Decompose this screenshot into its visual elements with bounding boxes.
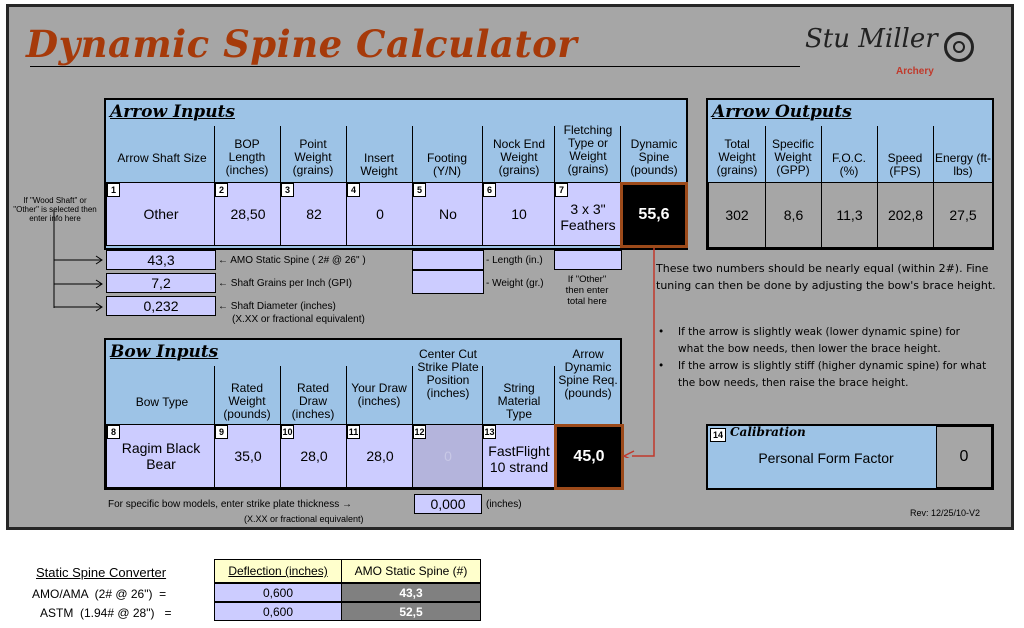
fletching-total-input[interactable] (554, 250, 622, 270)
required-spine-output: 45,0 (554, 424, 624, 490)
stiff-arrow-tip: • If the arrow is slightly stiff (higher dynamic spine) for what the bow needs, then raise the brace height. (658, 360, 987, 389)
logo-text: Stu Miller (805, 24, 938, 54)
footing-weight-input[interactable] (412, 270, 484, 294)
personal-form-factor-label: Personal Form Factor (758, 450, 894, 466)
converter-amo-deflection-input[interactable]: 0,600 (214, 583, 342, 602)
header-rated-weight: Rated Weight (pounds) (223, 381, 271, 421)
revision-label: Rev: 12/25/10-V2 (910, 508, 981, 518)
shaft-gpi-label: ← Shaft Grains per Inch (GPI) (218, 278, 352, 289)
your-draw-input[interactable]: 11 28,0 (346, 424, 414, 488)
calibration-title: Calibration (730, 425, 806, 439)
fletching-other-note: If "Other" then enter total here (565, 274, 609, 307)
strike-plate-thickness-input[interactable]: 0,000 (414, 494, 482, 514)
header-bop-length: BOP Length (inches) (225, 137, 269, 177)
energy-output: 27,5 (933, 182, 993, 248)
title-underline (30, 66, 800, 67)
header-your-draw: Your Draw (inches) (351, 381, 407, 408)
amo-static-spine-input[interactable]: 43,3 (106, 250, 216, 270)
strike-plate-output: 12 0 (412, 424, 484, 488)
foc-output: 11,3 (821, 182, 878, 248)
calibration-number: 14 (710, 428, 726, 442)
header-foc: F.O.C. (%) (831, 151, 866, 178)
logo-subtitle: Archery (896, 66, 934, 77)
total-weight-output: 302 (708, 182, 766, 248)
converter-amo-spine-output: 43,3 (341, 583, 481, 602)
footing-input[interactable]: 5 No (412, 182, 484, 246)
nock-end-weight-input[interactable]: 6 10 (482, 182, 556, 246)
converter-col-deflection: Deflection (inches) (214, 559, 342, 583)
footing-length-input[interactable] (412, 250, 484, 270)
header-string-material: String Material Type (497, 381, 541, 421)
header-required-spine: Arrow Dynamic Spine Req. (pounds) (558, 347, 618, 400)
shaft-diameter-input[interactable]: 0,232 (106, 296, 216, 316)
insert-weight-input[interactable]: 4 0 (346, 182, 414, 246)
header-total-weight: Total Weight (grains) (716, 137, 758, 177)
strike-plate-note: For specific bow models, enter strike plate thickness → (108, 499, 352, 510)
speed-output: 202,8 (877, 182, 934, 248)
string-material-input[interactable]: 13 FastFlight 10 strand (482, 424, 556, 488)
specific-weight-output: 8,6 (765, 182, 822, 248)
converter-row-amo-label: AMO/AMA (2# @ 26") = (32, 587, 167, 601)
header-strike-plate: Center Cut Strike Plate Position (inches) (417, 347, 479, 400)
bow-inputs-title: Bow Inputs (110, 342, 219, 362)
header-specific-weight: Specific Weight (GPP) (771, 137, 815, 177)
page-title: Dynamic Spine Calculator (26, 22, 578, 66)
fletching-input[interactable]: 7 3 x 3" Feathers (554, 182, 622, 246)
converter-astm-deflection-input[interactable]: 0,600 (214, 602, 342, 621)
converter-col-spine: AMO Static Spine (#) (341, 559, 481, 583)
rated-draw-input[interactable]: 10 28,0 (280, 424, 348, 488)
weak-arrow-tip: • If the arrow is slightly weak (lower dynamic spine) for what the bow needs, then lower the brace height. (658, 326, 960, 355)
shaft-gpi-input[interactable]: 7,2 (106, 273, 216, 293)
header-speed: Speed (FPS) (887, 151, 923, 178)
header-rated-draw: Rated Draw (inches) (291, 381, 335, 421)
header-nock-end-weight: Nock End Weight (grains) (492, 137, 546, 177)
amo-static-spine-label: ← AMO Static Spine ( 2# @ 26" ) (218, 255, 366, 266)
bow-type-input[interactable]: 8 Ragim Black Bear (106, 424, 216, 488)
arrow-shaft-size-input[interactable]: 1 Other (106, 182, 216, 246)
wood-shaft-note: If "Wood Shaft" or "Other" is selected then enter info here (13, 196, 97, 223)
header-footing: Footing (Y/N) (426, 151, 468, 178)
bop-length-input[interactable]: 2 28,50 (214, 182, 282, 246)
converter-astm-spine-output: 52,5 (341, 602, 481, 621)
header-arrow-shaft-size: Arrow Shaft Size (117, 151, 207, 165)
rated-weight-input[interactable]: 9 35,0 (214, 424, 282, 488)
shaft-diameter-label: ← Shaft Diameter (inches) (218, 301, 336, 312)
arrow-outputs-title: Arrow Outputs (712, 102, 852, 122)
left-connector-arrows (52, 208, 106, 312)
converter-row-astm-label: ASTM (1.94# @ 28") = (40, 606, 172, 620)
spine-link-arrow (620, 246, 660, 458)
point-weight-input[interactable]: 3 82 (280, 182, 348, 246)
dynamic-spine-output: 55,6 (620, 182, 688, 248)
header-bow-type: Bow Type (135, 395, 189, 409)
header-energy: Energy (ft-lbs) (934, 151, 991, 178)
header-dynamic-spine: Dynamic Spine (pounds) (630, 137, 678, 177)
footing-length-label: - Length (in.) (486, 255, 543, 266)
target-logo-icon (944, 32, 974, 62)
header-fletching: Fletching Type or Weight (grains) (563, 123, 613, 176)
strike-plate-format-note: (X.XX or fractional equivalent) (244, 514, 364, 524)
header-insert-weight: Insert Weight (360, 151, 398, 178)
converter-title: Static Spine Converter (36, 565, 167, 580)
personal-form-factor-input[interactable]: 0 (936, 426, 992, 488)
diameter-format-note: (X.XX or fractional equivalent) (232, 314, 365, 325)
spine-comparison-note: These two numbers should be nearly equal (within 2#). Fine tuning can then be done by adjusting the bow's brace height. (656, 262, 996, 292)
footing-weight-label: - Weight (gr.) (486, 278, 544, 289)
strike-plate-unit: (inches) (486, 499, 522, 510)
arrow-inputs-title: Arrow Inputs (110, 102, 235, 122)
header-point-weight: Point Weight (grains) (292, 137, 334, 177)
